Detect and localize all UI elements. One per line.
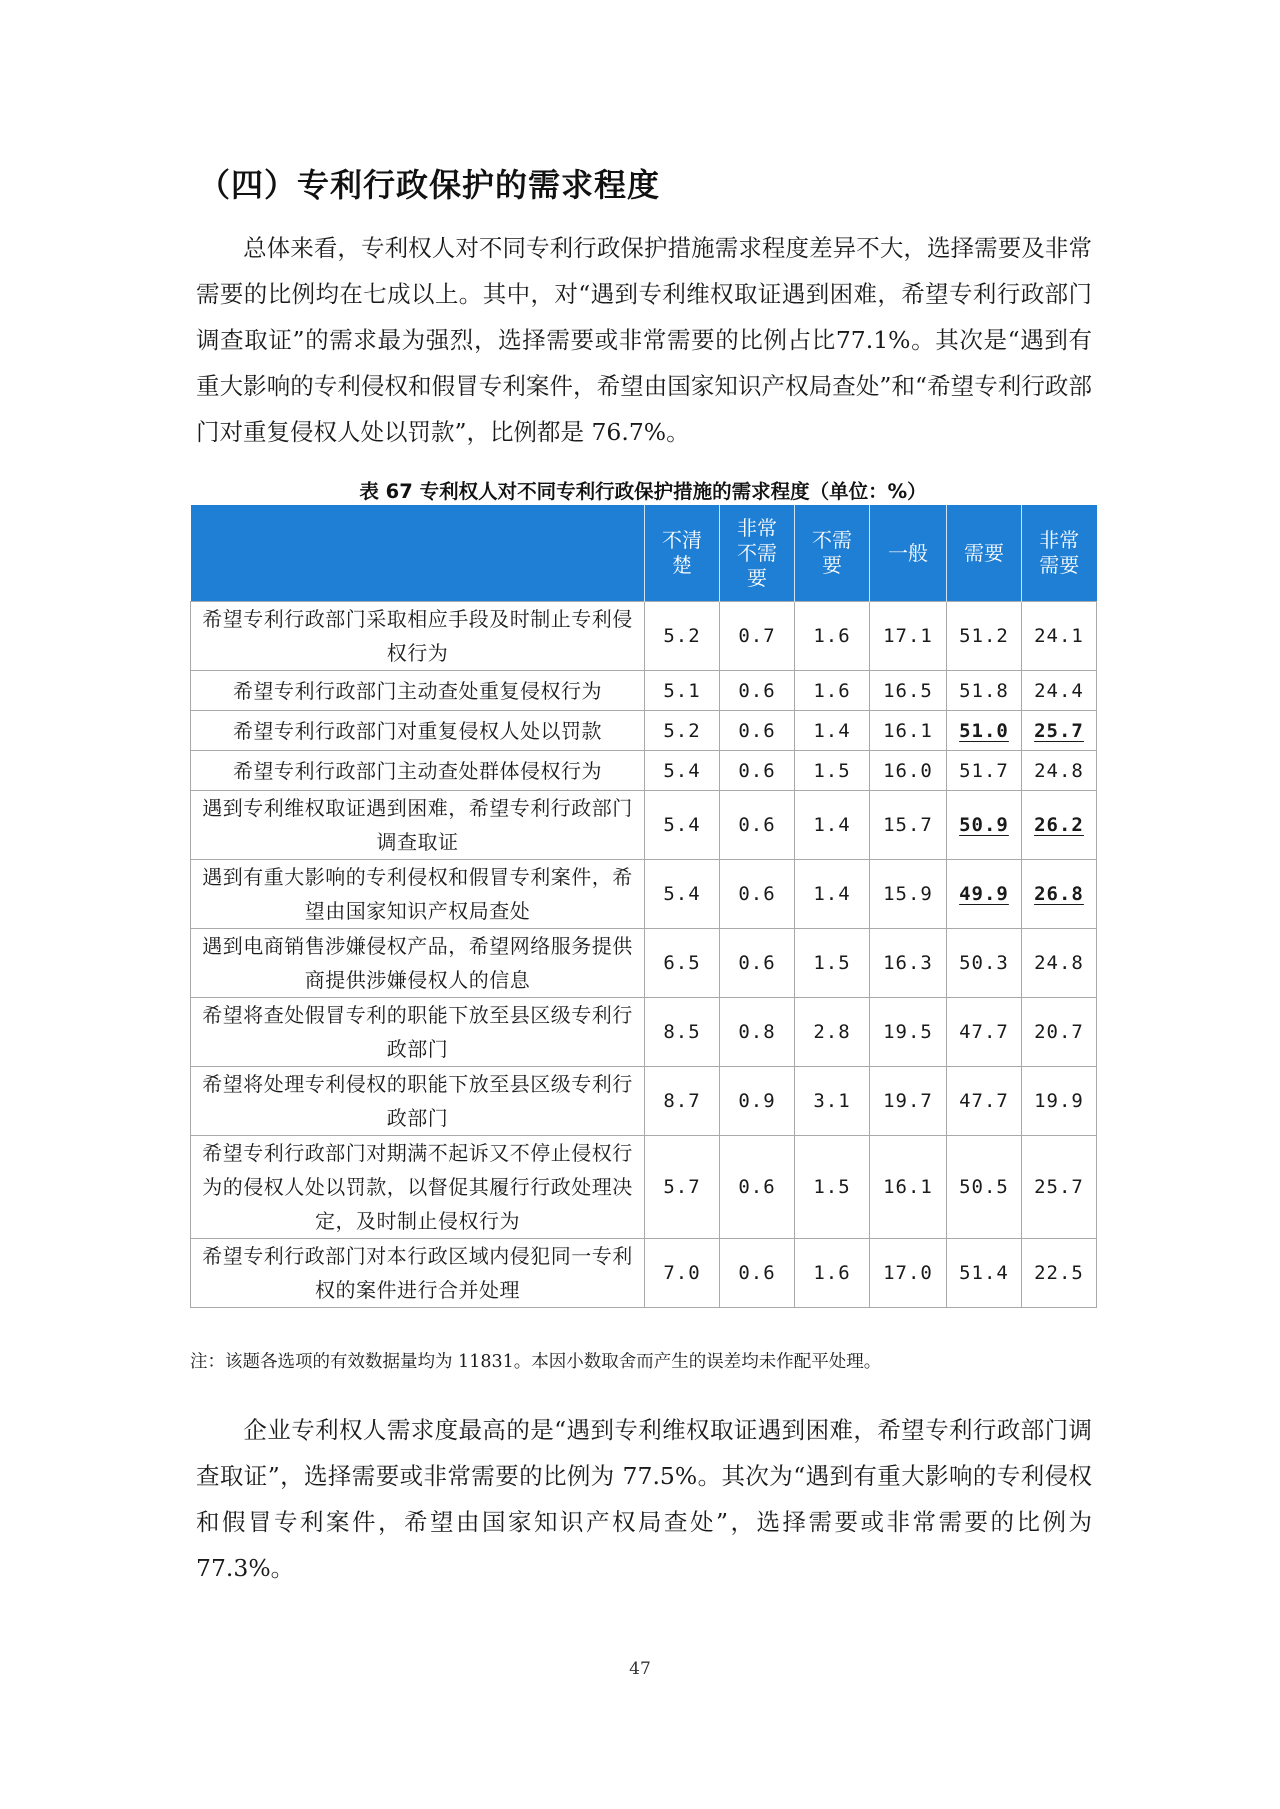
- value-cell: 0.6: [720, 791, 795, 860]
- value-cell: 25.7: [1022, 1136, 1097, 1239]
- value-cell: 24.1: [1022, 602, 1097, 671]
- value-cell: 47.7: [947, 998, 1022, 1067]
- header-cell-6: 非常 需要: [1022, 505, 1097, 602]
- table-row: [191, 860, 1097, 929]
- row-label: 希望专利行政部门采取相应手段及时制止专利侵权行为: [191, 602, 645, 671]
- value-cell: 8.5: [645, 998, 720, 1067]
- value-cell: 5.7: [645, 1136, 720, 1239]
- value-cell: 0.9: [720, 1067, 795, 1136]
- value-cell: 19.7: [870, 1067, 947, 1136]
- row-label: 希望专利行政部门主动查处群体侵权行为: [191, 751, 645, 791]
- value-cell: 5.4: [645, 791, 720, 860]
- value-cell: 26.8: [1022, 860, 1097, 929]
- value-cell: 16.1: [870, 1136, 947, 1239]
- value-cell: 1.6: [795, 671, 870, 711]
- value-cell: 49.9: [947, 860, 1022, 929]
- header-cell-1: 不清 楚: [645, 505, 720, 602]
- intro-paragraph: [196, 225, 1092, 455]
- enterprise-paragraph: [196, 1407, 1092, 1591]
- value-cell: 24.8: [1022, 929, 1097, 998]
- value-cell: 24.4: [1022, 671, 1097, 711]
- table-row: [191, 602, 1097, 671]
- table-header-row: [191, 505, 1097, 602]
- value-cell: 51.2: [947, 602, 1022, 671]
- value-cell: 3.1: [795, 1067, 870, 1136]
- row-label: 希望专利行政部门主动查处重复侵权行为: [191, 671, 645, 711]
- value-cell: 51.0: [947, 711, 1022, 751]
- value-cell: 1.6: [795, 602, 870, 671]
- value-cell: 0.8: [720, 998, 795, 1067]
- table-row: [191, 1239, 1097, 1308]
- value-cell: 51.7: [947, 751, 1022, 791]
- table-row: [191, 791, 1097, 860]
- value-cell: 22.5: [1022, 1239, 1097, 1308]
- value-cell: 0.6: [720, 1239, 795, 1308]
- table-caption: 表 67 专利权人对不同专利行政保护措施的需求程度（单位：%）: [359, 480, 927, 503]
- value-cell: 25.7: [1022, 711, 1097, 751]
- demand-table: [190, 505, 1097, 1308]
- value-cell: 2.8: [795, 998, 870, 1067]
- value-cell: 17.1: [870, 602, 947, 671]
- row-label: 遇到电商销售涉嫌侵权产品，希望网络服务提供商提供涉嫌侵权人的信息: [191, 929, 645, 998]
- table-row: [191, 711, 1097, 751]
- row-label: 希望专利行政部门对重复侵权人处以罚款: [191, 711, 645, 751]
- table-row: [191, 1067, 1097, 1136]
- value-cell: 1.4: [795, 711, 870, 751]
- row-label: 希望专利行政部门对期满不起诉又不停止侵权行为的侵权人处以罚款，以督促其履行行政处理决定，及时制止侵权行为: [191, 1136, 645, 1239]
- value-cell: 8.7: [645, 1067, 720, 1136]
- intro-paragraph-text: 总体来看，专利权人对不同专利行政保护措施需求程度差异不大，选择需要及非常需要的比例均在七成以上。其中，对“遇到专利维权取证遇到困难，希望专利行政部门调查取证”的需求最为强烈，选择需要或非常需要的比例占比77.1%。其次是“遇到有重大影响的专利侵权和假冒专利案件，希望由国家知识产权局查处”和“希望专利行政部门对重复侵权人处以罚款”，比例都是 76.7%。: [196, 234, 1092, 446]
- value-cell: 16.1: [870, 711, 947, 751]
- value-cell: 16.5: [870, 671, 947, 711]
- value-cell: 5.2: [645, 602, 720, 671]
- value-cell: 6.5: [645, 929, 720, 998]
- value-cell: 50.3: [947, 929, 1022, 998]
- value-cell: 0.6: [720, 751, 795, 791]
- value-cell: 5.2: [645, 711, 720, 751]
- table-row: [191, 751, 1097, 791]
- value-cell: 0.6: [720, 860, 795, 929]
- value-cell: 0.7: [720, 602, 795, 671]
- value-cell: 17.0: [870, 1239, 947, 1308]
- value-cell: 1.6: [795, 1239, 870, 1308]
- value-cell: 1.5: [795, 929, 870, 998]
- row-label: 遇到专利维权取证遇到困难，希望专利行政部门调查取证: [191, 791, 645, 860]
- value-cell: 5.4: [645, 860, 720, 929]
- table-body: [191, 602, 1097, 1308]
- enterprise-paragraph-text: 企业专利权人需求度最高的是“遇到专利维权取证遇到困难，希望专利行政部门调查取证”，选择需要或非常需要的比例为 77.5%。其次为“遇到有重大影响的专利侵权和假冒专利案件，希望由国家知识产权局查处”，选择需要或非常需要的比例为 77.3%。: [196, 1416, 1092, 1582]
- value-cell: 51.4: [947, 1239, 1022, 1308]
- header-cell-4: 一般: [870, 505, 947, 602]
- value-cell: 15.7: [870, 791, 947, 860]
- table-row: [191, 929, 1097, 998]
- value-cell: 0.6: [720, 1136, 795, 1239]
- value-cell: 24.8: [1022, 751, 1097, 791]
- value-cell: 51.8: [947, 671, 1022, 711]
- header-cell-2: 非常 不需 要: [720, 505, 795, 602]
- header-cell-3: 不需 要: [795, 505, 870, 602]
- row-label: 希望将查处假冒专利的职能下放至县区级专利行政部门: [191, 998, 645, 1067]
- value-cell: 0.6: [720, 671, 795, 711]
- row-label: 希望专利行政部门对本行政区域内侵犯同一专利权的案件进行合并处理: [191, 1239, 645, 1308]
- value-cell: 19.9: [1022, 1067, 1097, 1136]
- table-row: [191, 1136, 1097, 1239]
- value-cell: 26.2: [1022, 791, 1097, 860]
- value-cell: 5.1: [645, 671, 720, 711]
- value-cell: 0.6: [720, 929, 795, 998]
- value-cell: 1.4: [795, 791, 870, 860]
- header-cell-5: 需要: [947, 505, 1022, 602]
- value-cell: 16.0: [870, 751, 947, 791]
- value-cell: 19.5: [870, 998, 947, 1067]
- table-row: [191, 998, 1097, 1067]
- value-cell: 7.0: [645, 1239, 720, 1308]
- value-cell: 47.7: [947, 1067, 1022, 1136]
- value-cell: 1.4: [795, 860, 870, 929]
- value-cell: 20.7: [1022, 998, 1097, 1067]
- section-title: （四）专利行政保护的需求程度: [198, 166, 661, 204]
- value-cell: 16.3: [870, 929, 947, 998]
- table-note: 注：该题各选项的有效数据量均为 11831。本因小数取舍而产生的误差均未作配平处理。: [190, 1352, 882, 1372]
- value-cell: 1.5: [795, 1136, 870, 1239]
- value-cell: 50.9: [947, 791, 1022, 860]
- value-cell: 1.5: [795, 751, 870, 791]
- value-cell: 15.9: [870, 860, 947, 929]
- page-number: 47: [629, 1659, 651, 1679]
- header-cell-item: [191, 505, 645, 602]
- row-label: 希望将处理专利侵权的职能下放至县区级专利行政部门: [191, 1067, 645, 1136]
- row-label: 遇到有重大影响的专利侵权和假冒专利案件，希望由国家知识产权局查处: [191, 860, 645, 929]
- value-cell: 0.6: [720, 711, 795, 751]
- value-cell: 50.5: [947, 1136, 1022, 1239]
- value-cell: 5.4: [645, 751, 720, 791]
- table-row: [191, 671, 1097, 711]
